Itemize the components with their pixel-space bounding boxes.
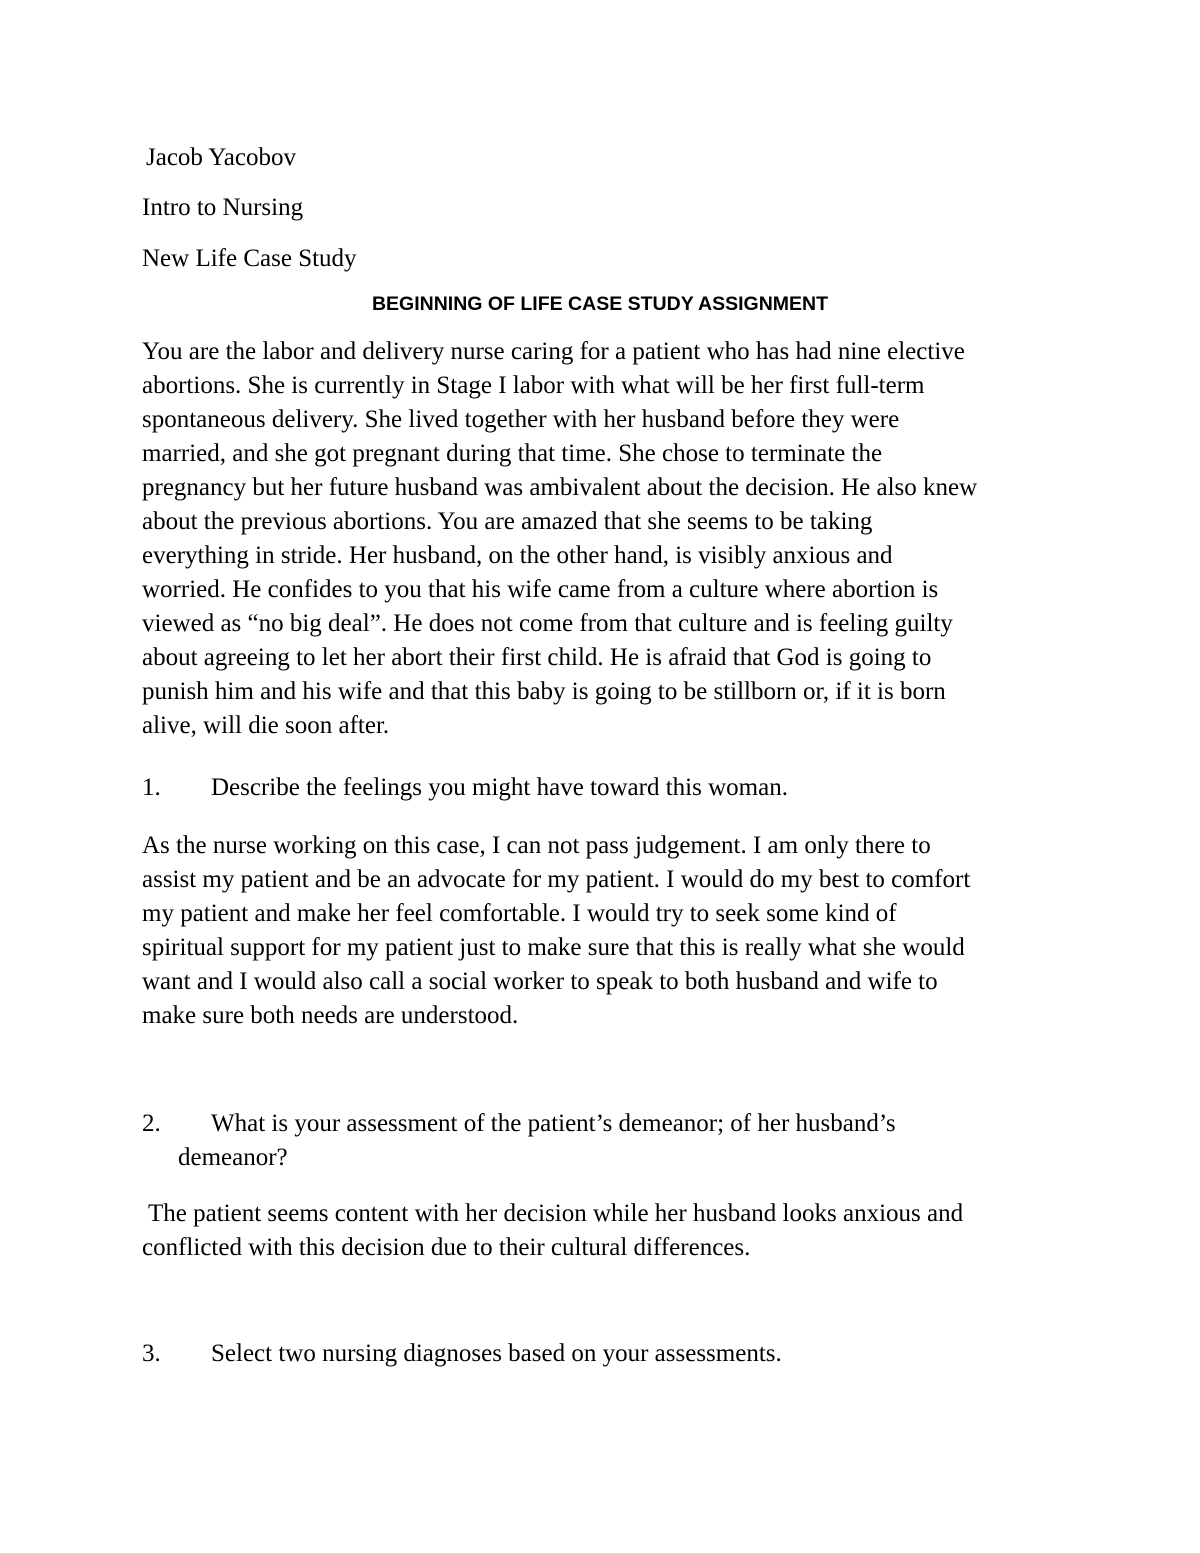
answer-2-paragraph [142, 1197, 1072, 1265]
scenario-line: pregnancy but her future husband was ambivalent about the decision. He also knew [142, 474, 978, 501]
assignment-title: New Life Case Study [142, 245, 357, 272]
scenario-line: everything in stride. Her husband, on the other hand, is visibly anxious and [142, 542, 893, 569]
author-name: Jacob Yacobov [146, 144, 296, 171]
scenario-line: about the previous abortions. You are amazed that she seems to be taking [142, 508, 873, 535]
answer-line: spiritual support for my patient just to make sure that this is really what she would [142, 934, 965, 961]
course-name: Intro to Nursing [142, 194, 304, 221]
scenario-line: You are the labor and delivery nurse caring for a patient who has had nine elective [142, 338, 965, 365]
scenario-line: punish him and his wife and that this baby is going to be stillborn or, if it is born [142, 678, 946, 705]
scenario-line: spontaneous delivery. She lived together with her husband before they were [142, 406, 900, 433]
answer-line: my patient and make her feel comfortable. I would try to seek some kind of [142, 900, 897, 927]
question-number: 3. [142, 1340, 161, 1367]
answer-line: As the nurse working on this case, I can not pass judgement. I am only there to [142, 832, 931, 859]
question-text-continued: demeanor? [178, 1144, 288, 1171]
scenario-line: viewed as “no big deal”. He does not come from that culture and is feeling guilty [142, 610, 953, 637]
scenario-line: abortions. She is currently in Stage I labor with what will be her first full-term [142, 372, 925, 399]
question-text: Select two nursing diagnoses based on your assessments. [211, 1340, 782, 1367]
question-1 [142, 771, 1072, 805]
question-text: Describe the feelings you might have toward this woman. [211, 774, 788, 801]
case-scenario-paragraph [142, 335, 1072, 743]
question-number: 1. [142, 774, 161, 801]
answer-1-paragraph [142, 829, 1072, 1033]
answer-line: want and I would also call a social worker to speak to both husband and wife to [142, 968, 938, 995]
answer-line: assist my patient and be an advocate for my patient. I would do my best to comfort [142, 866, 971, 893]
scenario-line: married, and she got pregnant during that time. She chose to terminate the [142, 440, 883, 467]
document-heading: BEGINNING OF LIFE CASE STUDY ASSIGNMENT [371, 293, 829, 315]
answer-line: conflicted with this decision due to their cultural differences. [142, 1234, 751, 1261]
question-text: What is your assessment of the patient’s demeanor; of her husband’s [211, 1110, 896, 1137]
answer-line: make sure both needs are understood. [142, 1002, 519, 1029]
question-2 [142, 1107, 1072, 1175]
scenario-line: alive, will die soon after. [142, 712, 390, 739]
question-number: 2. [142, 1110, 161, 1137]
scenario-line: about agreeing to let her abort their first child. He is afraid that God is going to [142, 644, 932, 671]
scenario-line: worried. He confides to you that his wife came from a culture where abortion is [142, 576, 939, 603]
question-3 [142, 1337, 1072, 1371]
answer-line: The patient seems content with her decision while her husband looks anxious and [148, 1200, 964, 1227]
